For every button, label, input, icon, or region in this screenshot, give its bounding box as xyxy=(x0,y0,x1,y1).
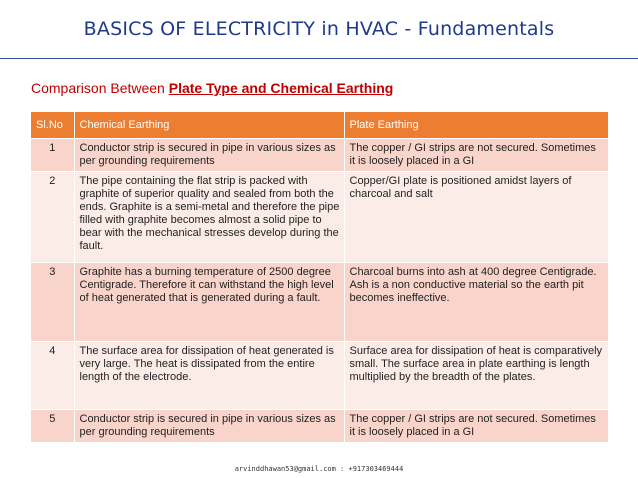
plate-earthing-cell: The copper / GI strips are not secured. Sometimes it is loosely placed in a GI xyxy=(344,410,608,443)
row-number: 5 xyxy=(31,410,74,443)
chemical-earthing-cell: Graphite has a burning temperature of 2500 degree Centigrade. Therefore it can withstand the high level of heat generated that is generated during a fault. xyxy=(74,263,344,342)
plate-earthing-cell: Charcoal burns into ash at 400 degree Centigrade. Ash is a non conductive material so the earth pit becomes ineffective. xyxy=(344,263,608,342)
title-divider xyxy=(0,58,638,59)
row-number: 3 xyxy=(31,263,74,342)
chemical-earthing-cell: Conductor strip is secured in pipe in various sizes as per grounding requirements xyxy=(74,410,344,443)
plate-earthing-cell: Surface area for dissipation of heat is comparatively small. The surface area in plate earthing is length multiplied by the breadth of the plates. xyxy=(344,342,608,410)
table-header-row xyxy=(31,112,608,139)
subtitle-emphasis: Plate Type and Chemical Earthing xyxy=(168,80,394,96)
footer-contact: arvinddhawan53@gmail.com : +917303469444 xyxy=(234,465,404,473)
row-number: 2 xyxy=(31,172,74,263)
chemical-earthing-cell: The surface area for dissipation of heat generated is very large. The heat is dissipated from the entire length of the electrode. xyxy=(74,342,344,410)
table-row xyxy=(31,410,608,443)
comparison-table xyxy=(31,112,609,443)
chemical-earthing-cell: The pipe containing the flat strip is packed with graphite of superior quality and sealed from both the ends. Graphite is a semi-metal and therefore the pipe filled with graphite becomes almost a solid pipe to bear with the mechanical stresses develop during the fault. xyxy=(74,172,344,263)
header-plate-earthing: Plate Earthing xyxy=(344,112,608,139)
slide-title: BASICS OF ELECTRICITY in HVAC - Fundamentals xyxy=(83,18,555,40)
table-row xyxy=(31,139,608,172)
header-chemical-earthing: Chemical Earthing xyxy=(74,112,344,139)
table-row xyxy=(31,172,608,263)
table-row xyxy=(31,342,608,410)
row-number: 4 xyxy=(31,342,74,410)
header-sl-no: Sl.No xyxy=(31,112,74,139)
plate-earthing-cell: Copper/GI plate is positioned amidst layers of charcoal and salt xyxy=(344,172,608,263)
plate-earthing-cell: The copper / GI strips are not secured. Sometimes it is loosely placed in a GI xyxy=(344,139,608,172)
table-row xyxy=(31,263,608,342)
chemical-earthing-cell: Conductor strip is secured in pipe in various sizes as per grounding requirements xyxy=(74,139,344,172)
row-number: 1 xyxy=(31,139,74,172)
section-subtitle xyxy=(31,80,393,96)
subtitle-prefix: Comparison Between xyxy=(31,80,169,96)
